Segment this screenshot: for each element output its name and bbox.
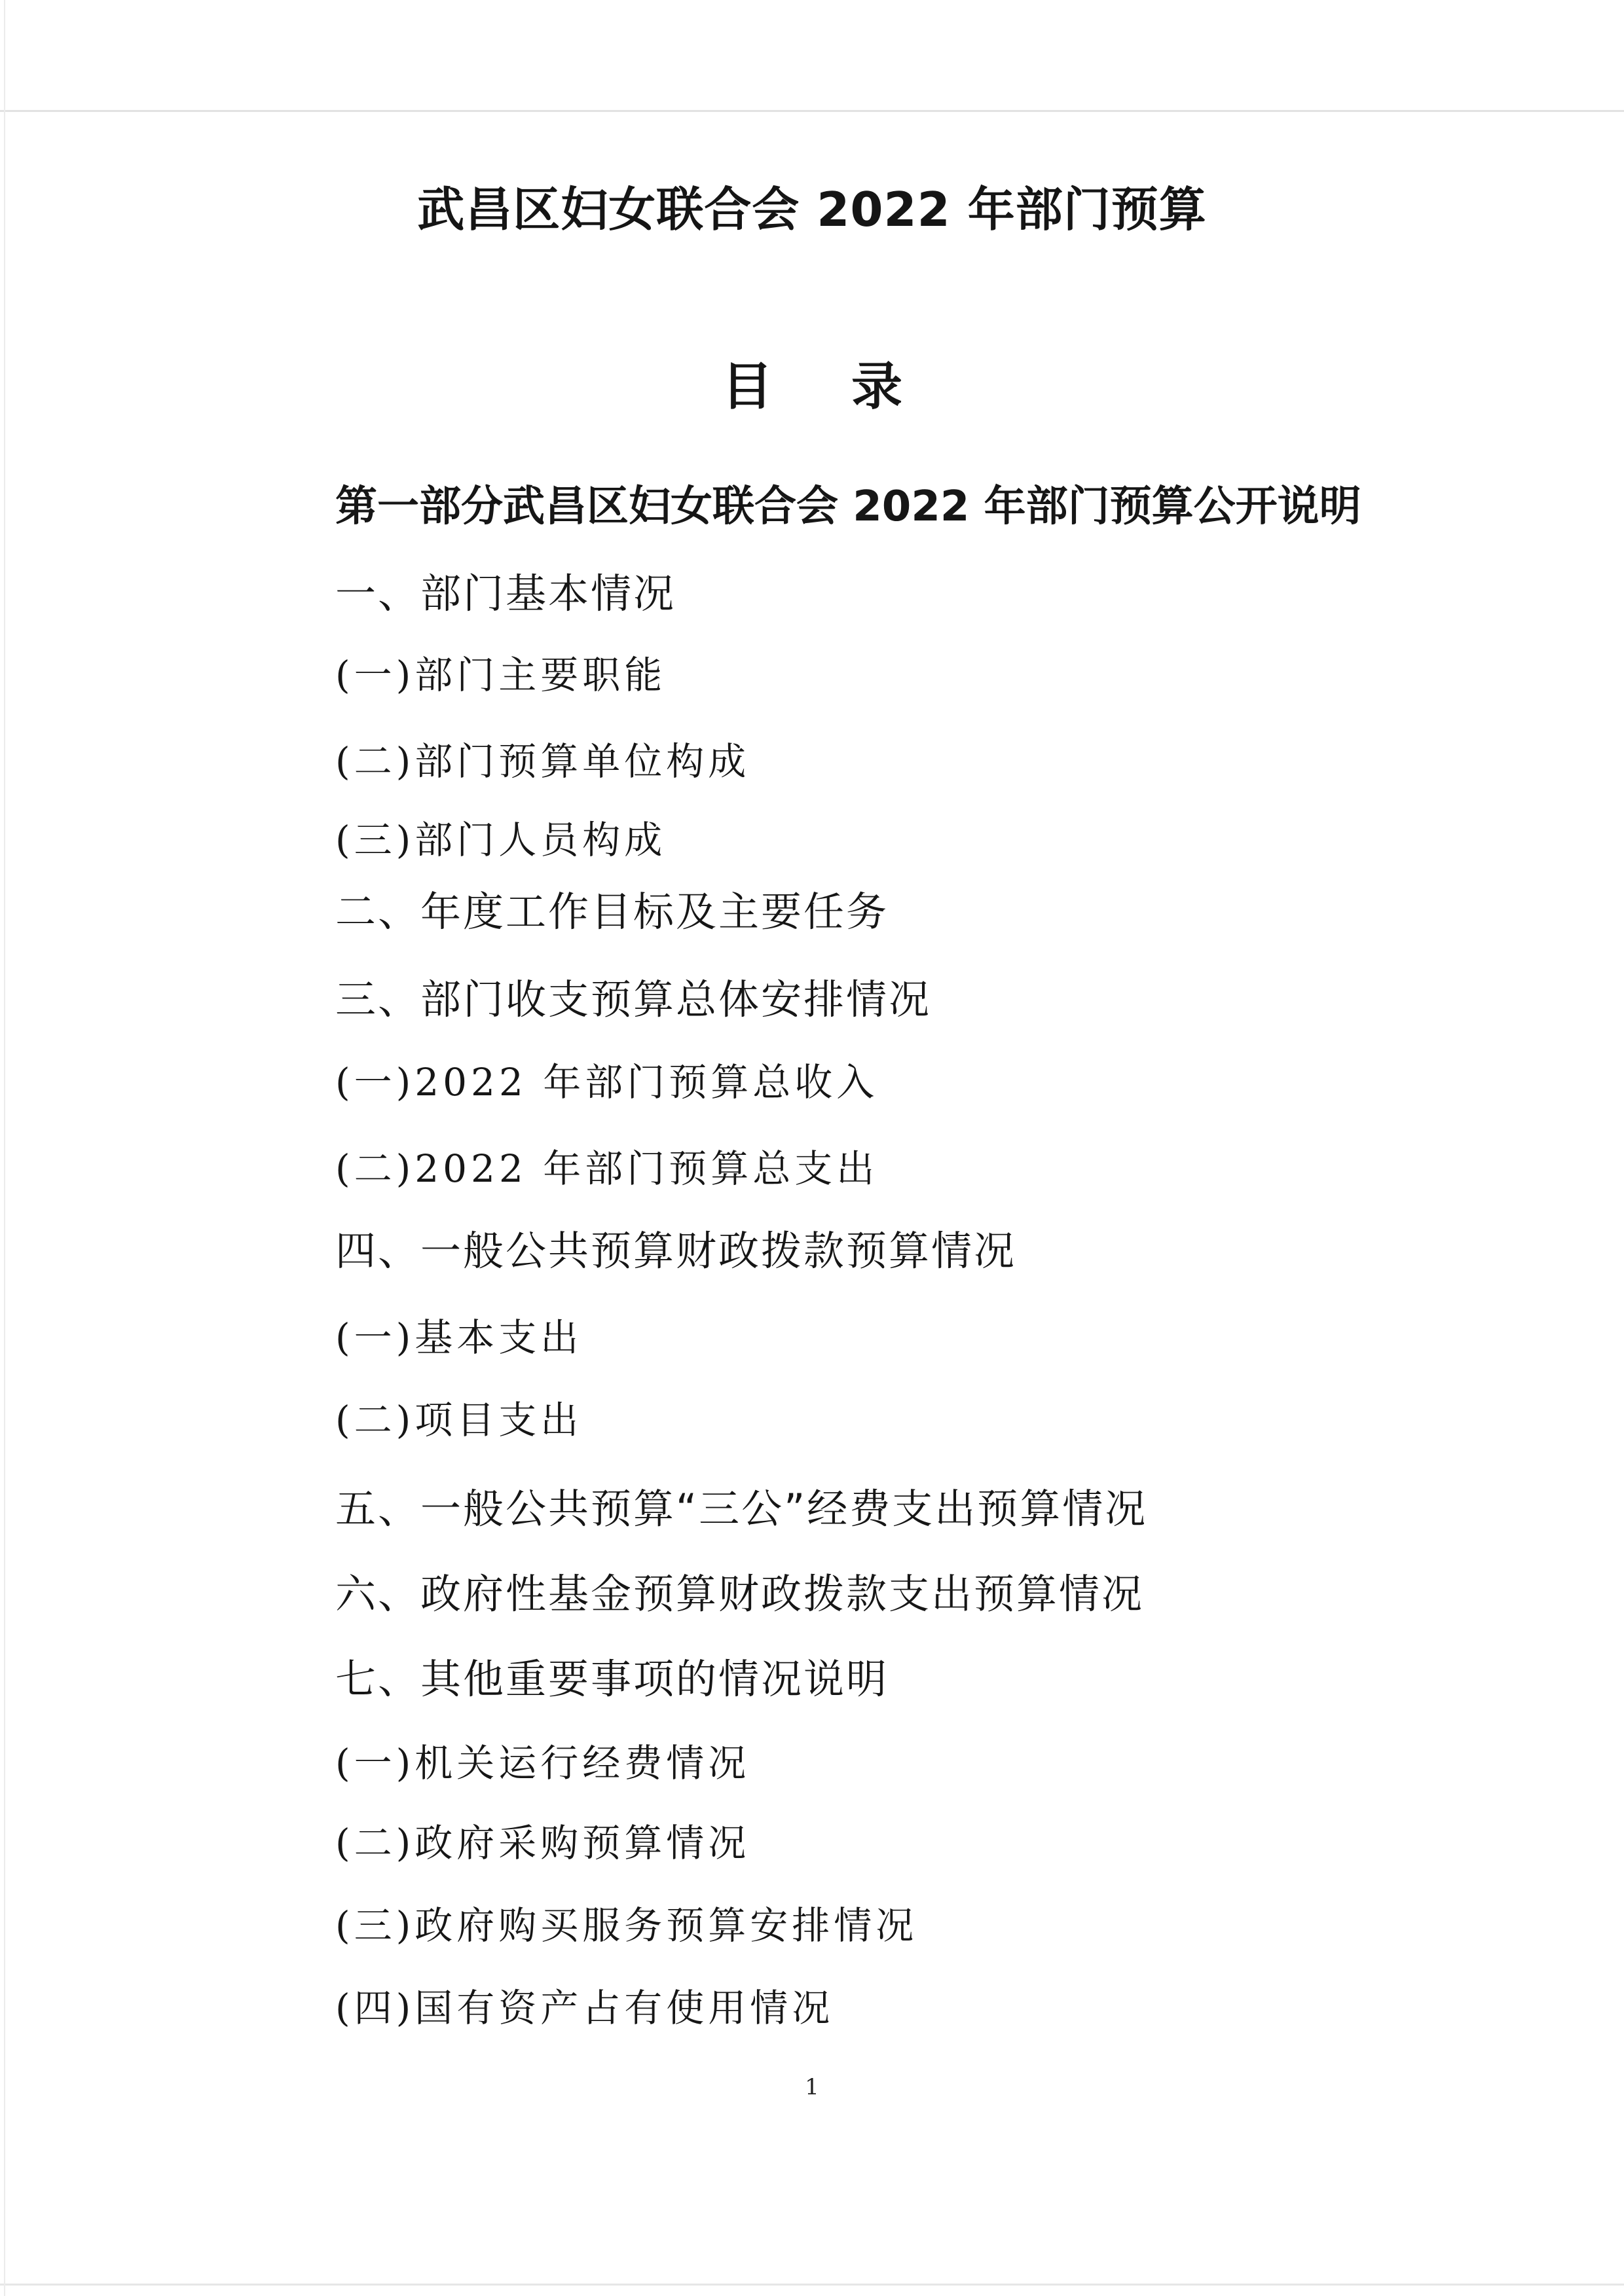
toc-subsection-1-2: (二)部门预算单位构成: [335, 739, 750, 784]
scan-edge-top: [0, 110, 1624, 112]
toc-section-6: 六、政府性基金预算财政拨款支出预算情况: [335, 1570, 1145, 1618]
toc-subsection-7-2: (二)政府采购预算情况: [335, 1821, 750, 1865]
toc-subsection-4-1: (一)基本支出: [335, 1315, 583, 1360]
scan-edge-bottom: [0, 2284, 1624, 2286]
toc-heading: 目录: [721, 357, 981, 416]
toc-section-5: 五、一般公共预算“三公”经费支出预算情况: [335, 1485, 1148, 1533]
toc-section-4: 四、一般公共预算财政拨款预算情况: [335, 1227, 1017, 1275]
document-title: 武昌区妇女联合会 2022 年部门预算: [417, 182, 1207, 237]
toc-subsection-7-1: (一)机关运行经费情况: [335, 1741, 750, 1785]
toc-part-1: 第一部分武昌区妇女联合会 2022 年部门预算公开说明: [335, 483, 1361, 531]
toc-section-7: 七、其他重要事项的情况说明: [335, 1655, 889, 1703]
toc-subsection-4-2: (二)项目支出: [335, 1398, 583, 1442]
toc-subsection-7-4: (四)国有资产占有使用情况: [335, 1986, 834, 2030]
toc-section-2: 二、年度工作目标及主要任务: [335, 888, 889, 936]
toc-subsection-7-3: (三)政府购买服务预算安排情况: [335, 1903, 918, 1948]
toc-section-3: 三、部门收支预算总体安排情况: [335, 975, 932, 1023]
toc-section-1: 一、部门基本情况: [335, 570, 676, 617]
page-number: 1: [805, 2074, 819, 2100]
toc-subsection-1-3: (三)部门人员构成: [335, 818, 667, 862]
scan-edge-left: [4, 0, 5, 2296]
toc-subsection-1-1: (一)部门主要职能: [335, 653, 667, 697]
toc-subsection-3-2: (二)2022 年部门预算总支出: [335, 1146, 879, 1191]
toc-subsection-3-1: (一)2022 年部门预算总收入: [335, 1060, 879, 1104]
